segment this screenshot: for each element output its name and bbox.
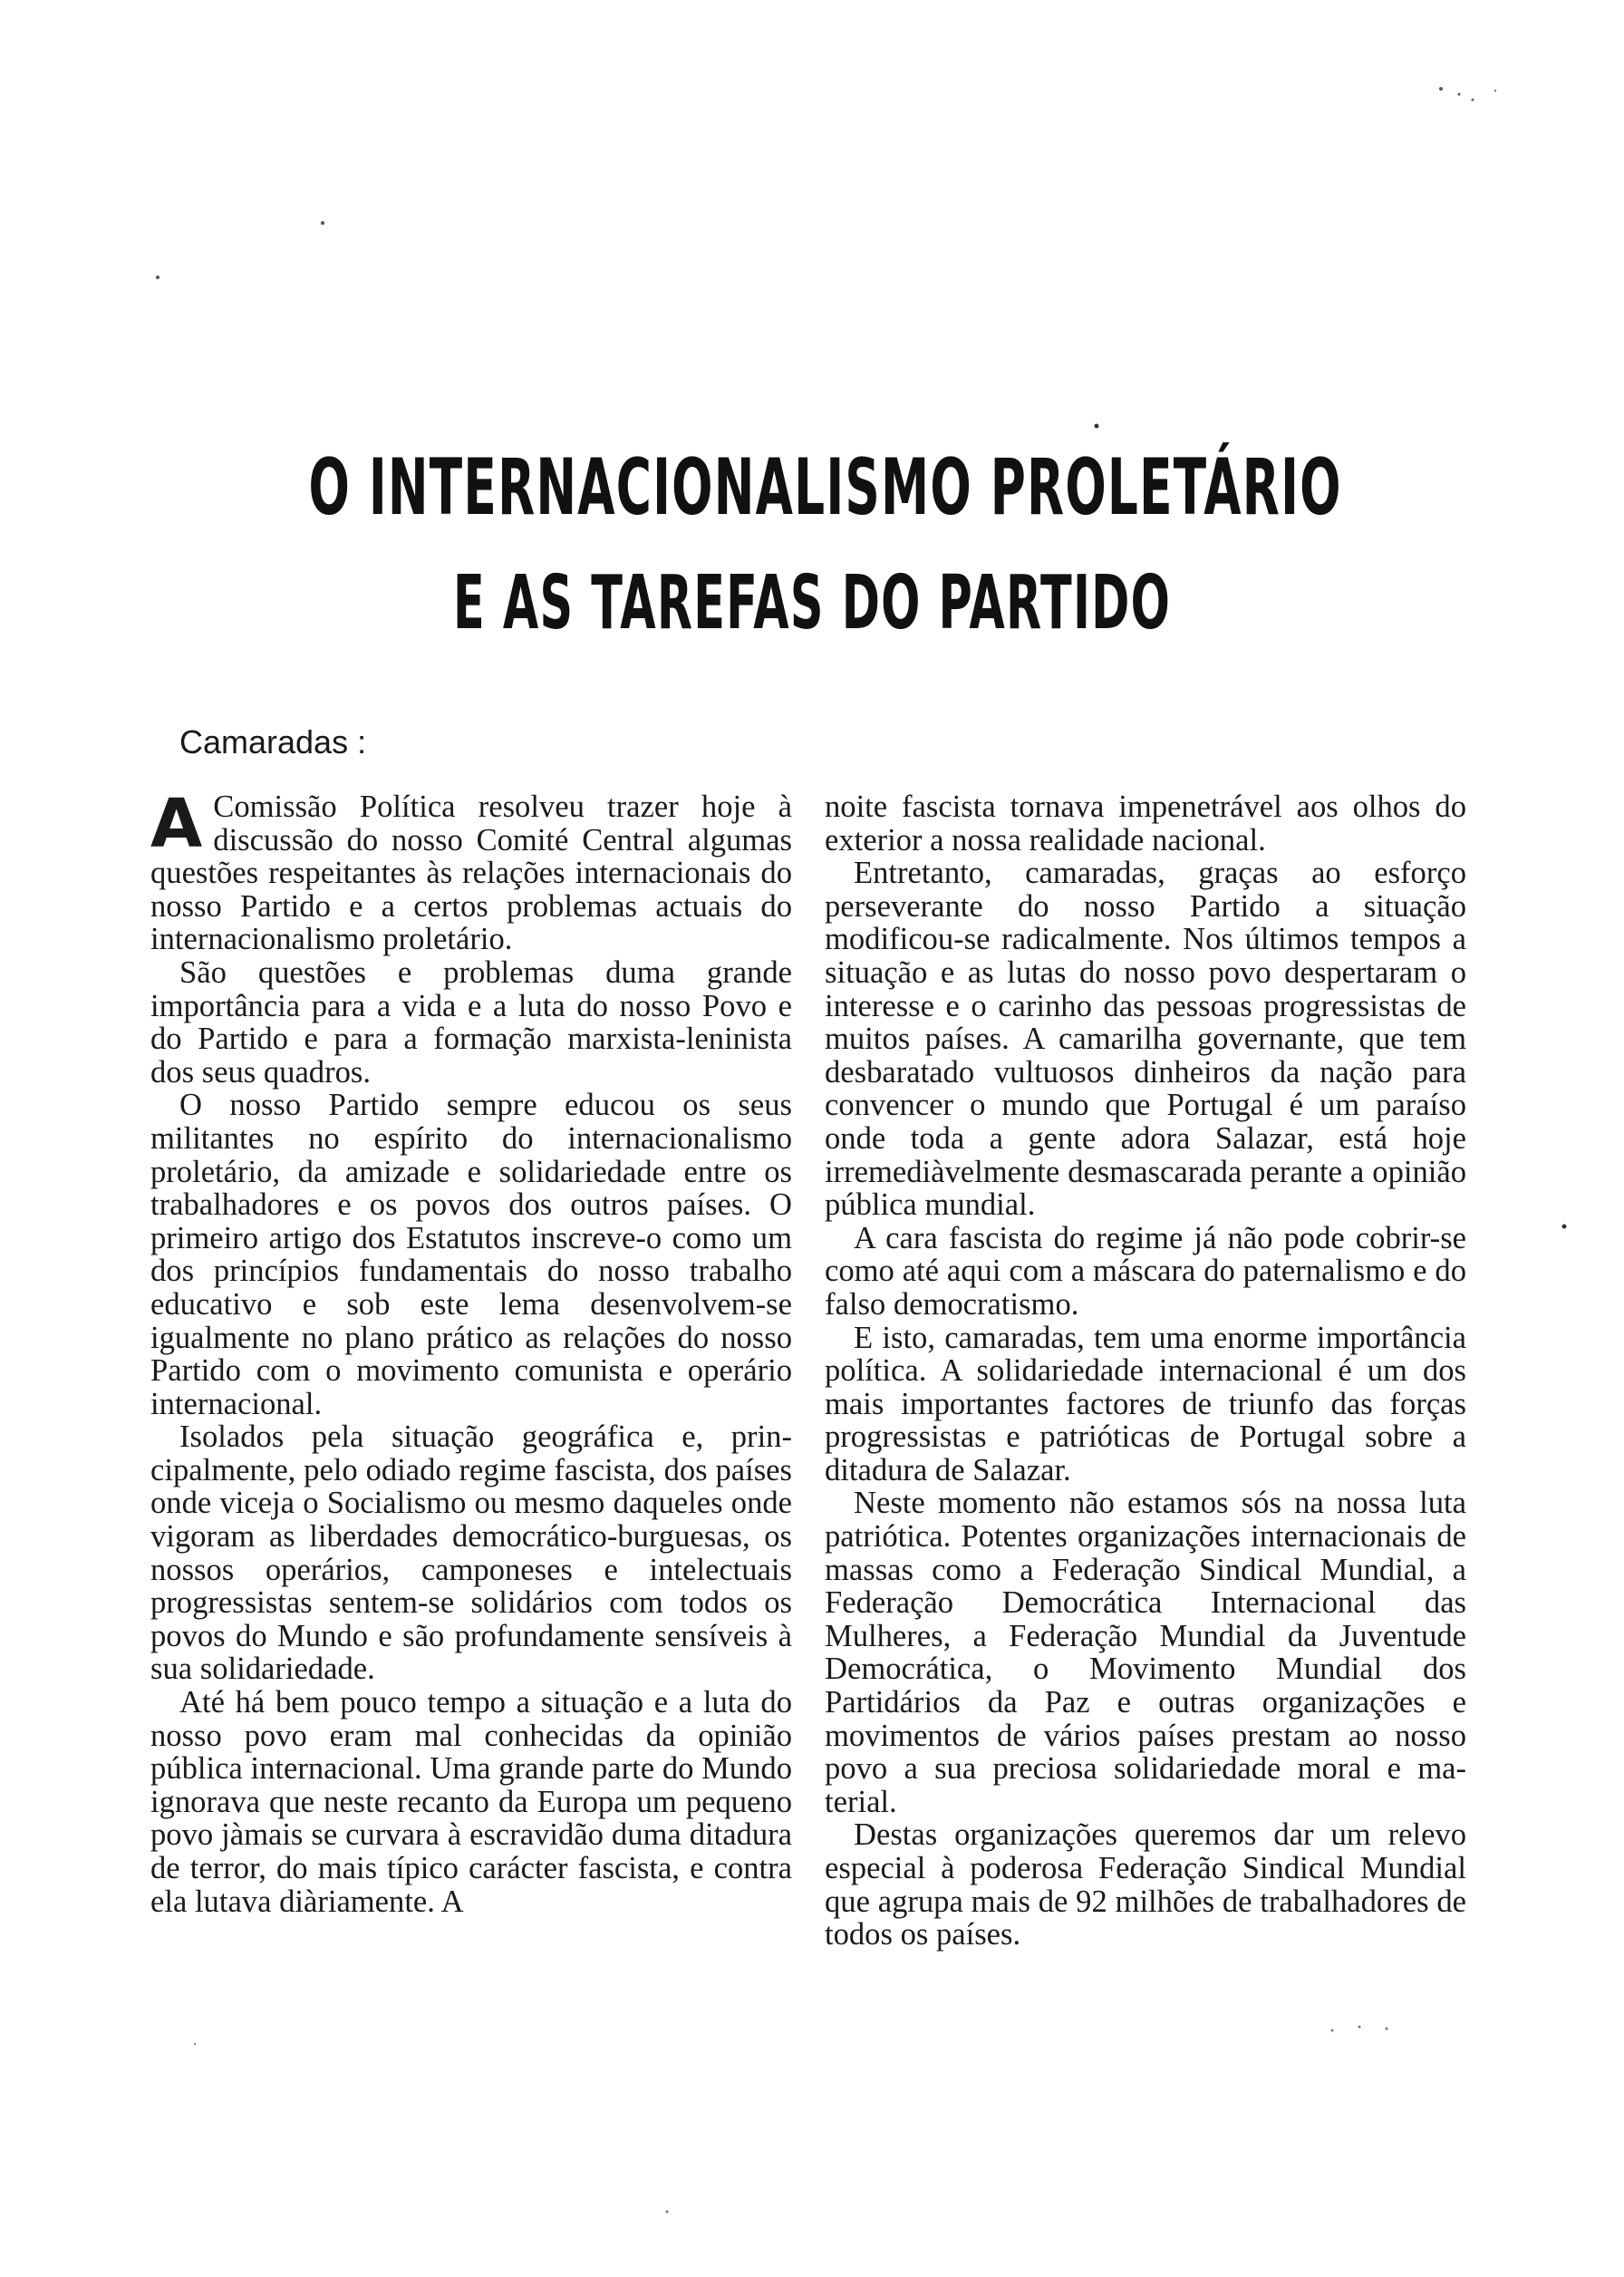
paragraph (150, 785, 792, 957)
paragraph: Neste momento não estamos sós na nossa luta patriótica. Potentes organizações internacionais de massas como a Federação Sindical Mundial, a Federação Democrática Internacional das Mulheres, a Federação Mundial da Juventude Democrática, o Movimento Mundial dos Partidários da Paz e outras organizações e movimentos de vários países prestam ao nosso povo a sua preciosa solidariedade moral e material. (825, 1486, 1466, 1819)
title-line-2: E AS TAREFAS DO PARTIDO (452, 560, 1172, 646)
left-column (150, 785, 792, 1919)
title-line-1: O INTERNACIONALISMO PROLETÁRIO (308, 442, 1342, 533)
paragraph: A cara fascista do regime já não pode cobrir-se como até aqui com a máscara do paternalismo e do falso democratismo. (825, 1220, 1466, 1322)
paragraph: Entretanto, camaradas, graças ao esforço perseverante do nosso Partido a situação modificou-se radicalmente. Nos últimos tempos a situação e as lutas do nosso povo despertaram o interesse e o carinho das pessoas progressistas de muitos países. A camarilha governante, que tem desbaratado vultuosos dinheiros da nação para convencer o mundo que Portugal é um paraíso onde toda a gente adora Salazar, está hoje irremediàvelmente desmascarada perante a opinião pública mundial. (825, 856, 1466, 1223)
paragraph: Destas organizações queremos dar um relevo especial à poderosa Federação Sindical Mundial que agrupa mais de 92 milhões de trabalhadores de todos os países. (825, 1817, 1466, 1952)
paragraph: E isto, camaradas, tem uma enorme importância política. A solidariedade internacional é um dos mais importantes factores de triunfo das forças progressistas e patrióticas de Portugal sobre a ditadura de Salazar. (825, 1320, 1466, 1487)
paragraph-text: Comissão Política resolveu trazer hoje à discussão do nosso Comité Central algumas questões respeitantes às relações internacionais do nosso Partido e a certos problemas actuais do internacionalismo proletário. (150, 790, 792, 957)
drop-cap: A (150, 785, 203, 863)
paragraph: noite fascista tornava impenetrável aos olhos do exterior a nossa realidade nacional. (825, 790, 1466, 858)
paragraph: O nosso Partido sempre educou os seus militantes no espírito do internacionalismo proletário, da amizade e solidariedade entre os trabalhadores e os povos dos outros países. O primeiro artigo dos Estatutos inscreve-o como um dos princípios fundamentais do nosso trabalho educativo e sob este lema desenvolvem-se igualmente no plano prático as relações do nosso Partido com o movimento comunista e operário internacional. (150, 1088, 792, 1421)
paragraph: Isolados pela situação geográfica e, principalmente, pelo odiado regime fascista, dos países onde viceja o Socialismo ou mesmo daqueles onde vigoram as liberdades democrático-burguesas, os nossos operários, camponeses e intelectuais progressistas sentem-se solidários com todos os povos do Mundo e são profundamente sensíveis à sua solidariedade. (150, 1419, 792, 1687)
paragraph: Até há bem pouco tempo a situação e a luta do nosso povo eram mal conhecidas da opinião pública internacional. Uma grande parte do Mundo ignorava que neste recanto da Europa um pequeno povo jàmais se curvara à escravidão duma ditadura de terror, do mais típico carácter fascista, e contra ela lutava diàriamente. A (150, 1685, 792, 1919)
paragraph: São questões e problemas duma grande importância para a vida e a luta do nosso Povo e do Partido e para a formação marxista-leninista dos seus quadros. (150, 954, 792, 1090)
salutation: Camaradas : (179, 723, 367, 761)
right-column (825, 790, 1466, 1952)
